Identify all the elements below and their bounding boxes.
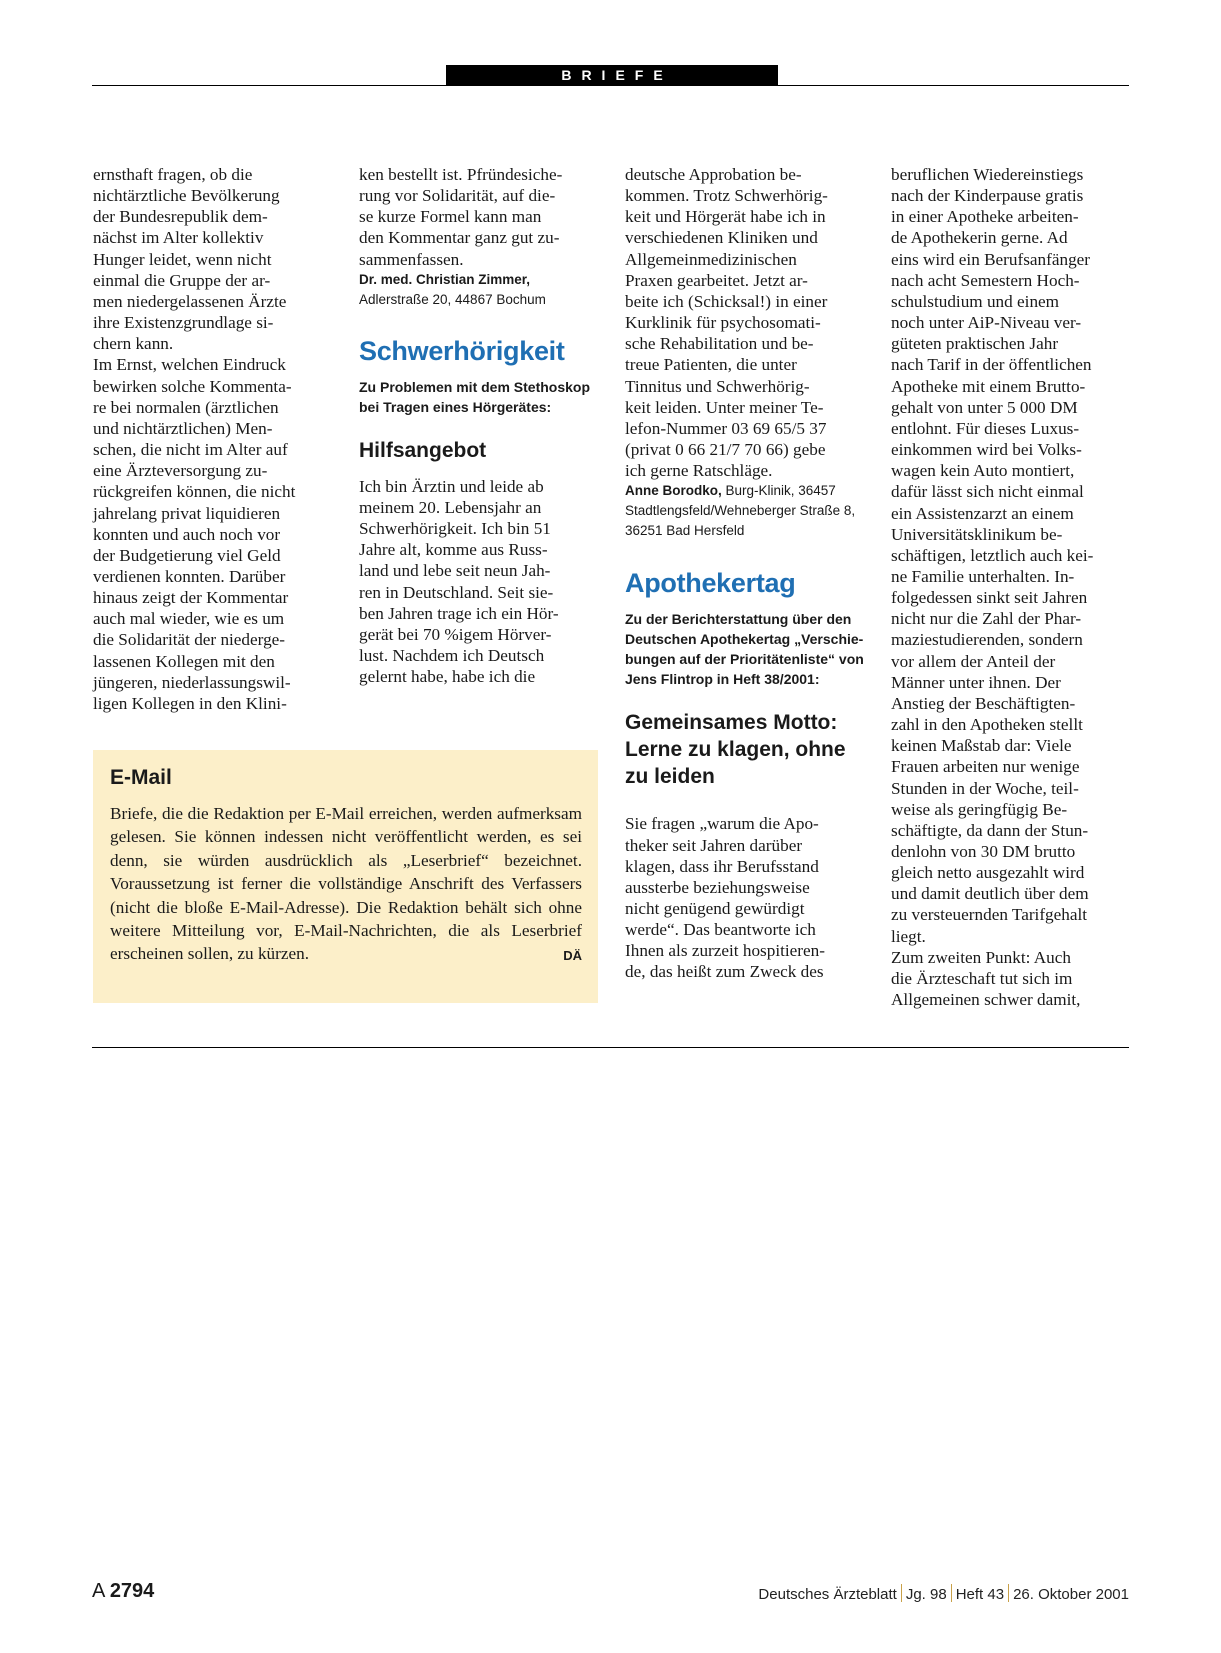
col4-text: beruflichen Wiedereinstiegs nach der Kinderpause gratis in einer Apotheke arbeiten- de Apothekerin gerne. Ad eins wird ein Berufsanfänger nach acht Semestern Hoch- schulstudium und einem noch unter AiP-Niveau ver- güteten praktischen Jahr nach Tarif in der öffentlichen Apotheke mit einem Brutto- gehalt von unter 5 000 DM entlohnt. Für dieses Luxus- einkommen wird bei Volks- wagen kein Auto montiert, dafür lässt sich nicht einmal ein Assistenzarzt an einem Universitätsklinikum be- schäftigen, letztlich auch kei- ne Familie unterhalten. In- folgedessen sinkt seit Jahren nicht nur die Zahl der Phar- maziestudierenden, sondern vor allem der Anteil der Männer unter ihnen. Der Anstieg der Beschäftigten- zahl in den Apotheken stellt keinen Maßstab dar: Viele Frauen arbeiten nur wenige Stunden in der Woche, teil- weise als geringfügig Be- schäftigte, da dann der Stun- denlohn von 30 DM brutto gleich netto ausgezahlt wird und damit deutlich über dem zu versteuernden Tarifgehalt liegt. Zum zweiten Punkt: Auch die Ärzteschaft tut sich im Allgemeinen schwer damit, <box>891 165 1094 1010</box>
journal-volume: Jg. 98 <box>905 1586 947 1603</box>
intro-text: Zu Problemen mit dem Stethoskop bei Tragen eines Hörgerätes: <box>359 378 591 415</box>
page-number <box>92 1580 154 1603</box>
header-rule <box>92 85 1129 86</box>
journal-name: Deutsches Ärzteblatt <box>758 1586 897 1603</box>
col1-text: ernsthaft fragen, ob die nichtärztliche Bevölkerung der Bundesrepublik dem- nächst im Alter kollektiv Hunger leidet, wenn nicht einmal die Gruppe der ar- men niedergelassenen Ärzte ihre Existenzgrundlage si- chern kann. Im Ernst, welchen Eindruck bewirken solche Kommenta- re bei normalen (ärztlichen und nichtärztlichen) Men- schen, die nicht im Alter auf eine Ärzteversorgung zu- rückgreifen können, die nicht jahrelang privat liquidieren konnten und auch noch vor der Budgetierung viel Geld verdienen konnten. Darüber hinaus zeigt der Kommentar auch mal wieder, wie es um die Solidarität der niederge- lassenen Kollegen mit den jüngeren, niederlassungswil- ligen Kollegen in den Klini- <box>93 165 296 713</box>
signature-name: Dr. med. Christian Zimmer, <box>359 271 531 287</box>
column-1 <box>93 164 341 714</box>
col2-text-top: ken bestellt ist. Pfründesiche- rung vor Solidarität, auf die- se kurze Formel kann man den Kommentar ganz gut zu- sammenfassen. <box>359 165 563 269</box>
footer-divider <box>951 1584 952 1602</box>
section-heading-schwerhoerigkeit: Schwerhörigkeit <box>359 335 565 366</box>
letter-title: Gemeinsames Motto: Lerne zu klagen, ohne zu leiden <box>625 711 846 789</box>
section-heading-apothekertag: Apothekertag <box>625 568 796 599</box>
email-info-box <box>93 750 598 1003</box>
column-3 <box>625 164 873 983</box>
signature-name: Anne Borodko, <box>625 483 722 499</box>
col3-text-bottom: Sie fragen „warum die Apo- theker seit Jahren darüber klagen, dass ihr Berufsstand aussterbe beziehungsweise nicht genügend gewürdigt werde“. Das beantworte ich Ihnen als zurzeit hospitieren- de, das heißt zum Zweck des <box>625 814 825 982</box>
email-box-body: Briefe, die die Redaktion per E-Mail erreichen, werden aufmerksam gelesen. Sie können indessen nicht veröffentlicht werden, es sei denn, sie würden ausdrücklich als „Leserbrief“ bezeichnet. Voraussetzung ist ferner die vollständige Anschrift des Verfassers (nicht die bloße E-Mail-Adresse). Die Redaktion behält sich ohne weitere Mitteilung vor, E-Mail-Nachrichten, die als Leserbrief erscheinen sollen, zu kürzen. <box>110 804 582 964</box>
email-box-text <box>110 802 582 966</box>
intro-text: Zu der Berichterstattung über den Deutschen Apothekertag „Verschie- bungen auf der Prioritätenliste“ von Jens Flintrop in Heft 38/2001: <box>625 611 864 688</box>
signature-address: Adlerstraße 20, 44867 Bochum <box>359 291 546 307</box>
journal-footer <box>758 1584 1129 1603</box>
letter-title: Hilfsangebot <box>359 438 487 462</box>
email-box-signature: DÄ <box>563 948 582 964</box>
journal-issue: Heft 43 <box>955 1586 1005 1603</box>
footer-divider <box>901 1584 902 1602</box>
signature-org: Burg-Klinik, 36457 <box>721 483 836 499</box>
col2-text-bottom: Ich bin Ärztin und leide ab meinem 20. Lebensjahr an Schwerhörigkeit. Ich bin 51 Jahre alt, komme aus Russ- land und lebe seit neun Jah- ren in Deutschland. Seit sie- ben Jahren trage ich ein Hör- gerät bei 70 %igem Hörver- lust. Nachdem ich Deutsch gelernt habe, habe ich die <box>359 476 559 687</box>
footer-divider <box>1008 1584 1009 1602</box>
email-box-title: E-Mail <box>110 766 172 789</box>
journal-date: 26. Oktober 2001 <box>1013 1586 1129 1603</box>
signature-address: Stadtlengsfeld/Wehneberger Straße 8, 36251 Bad Hersfeld <box>625 503 856 539</box>
column-4 <box>891 164 1139 1010</box>
letter-signature <box>625 481 873 541</box>
content-end-rule <box>92 1047 1129 1048</box>
letter-signature <box>359 270 607 310</box>
page-prefix: A <box>92 1580 105 1602</box>
column-2 <box>359 164 607 687</box>
section-label: BRIEFE <box>446 65 778 85</box>
page-number-value: 2794 <box>109 1580 155 1602</box>
col3-text-top: deutsche Approbation be- kommen. Trotz Schwerhörig- keit und Hörgerät habe ich in verschiedenen Kliniken und Allgemeinmedizinischen Praxen gearbeitet. Jetzt ar- beite ich (Schicksal!) in einer Kurklinik für psychosomati- sche Rehabilitation und be- treue Patienten, die unter Tinnitus und Schwerhörig- keit leiden. Unter meiner Te- lefon-Nummer 03 69 65/5 37 (privat 0 66 21/7 70 66) gebe ich gerne Ratschläge. <box>625 165 828 481</box>
